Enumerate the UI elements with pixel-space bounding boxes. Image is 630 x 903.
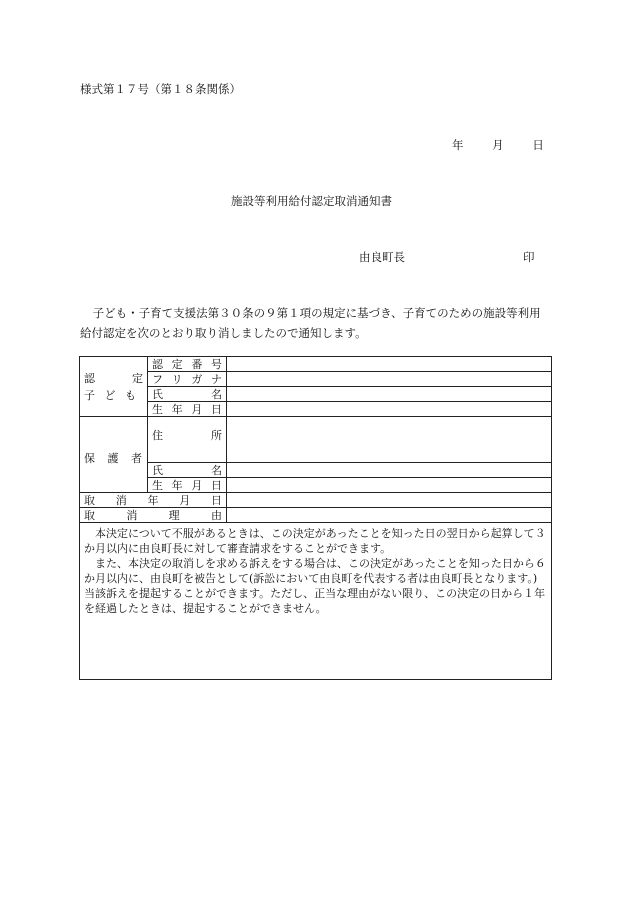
- child-label-cell: [80, 357, 148, 417]
- appeal-paragraph-1: 本決定について不服があるときは、この決定があったことを知った日の翌日から起算して３か月以内に由良町長に対して審査請求をすることができます。: [84, 527, 546, 555]
- guardian-name-value: [227, 463, 552, 478]
- child-birthdate-label: 生 年 月 日: [148, 402, 227, 417]
- child-furigana-label: フ リ ガ ナ: [148, 372, 227, 387]
- guardian-name-label: 氏 名: [148, 463, 227, 478]
- notice-body: [80, 303, 550, 343]
- child-cert-number-label: 認 定 番 号: [148, 357, 227, 372]
- guardian-birthdate-value: [227, 478, 552, 493]
- date-year-label: 年: [452, 138, 464, 152]
- cancel-reason-label: 取 消 理 由: [80, 508, 227, 523]
- child-name-value: [227, 387, 552, 402]
- appeal-paragraph-2: また、本決定の取消しを求める訴えをする場合は、この決定があったことを知った日から６か月以内に、由良町を被告として(訴訟において由良町を代表する者は由良町長となります。)当該訴えを提起することができます。ただし、正当な理由がない限り、この決定の日から１年を経過したときは、提起することができません。: [84, 557, 546, 615]
- table-row: [80, 417, 552, 463]
- child-label-line-2: 子 ど も: [84, 388, 136, 402]
- child-label-line-1: 認 定: [84, 371, 143, 385]
- cancel-date-label: 取 消 年 月 日: [80, 493, 227, 508]
- cancel-reason-value: [227, 508, 552, 523]
- cancel-date-value: [227, 493, 552, 508]
- table-row: [80, 478, 552, 493]
- table-row: [80, 493, 552, 508]
- child-name-label: 氏 名: [148, 387, 227, 402]
- table-row: [80, 372, 552, 387]
- guardian-label-cell: 保 護 者: [80, 417, 148, 493]
- guardian-address-label: 住 所: [148, 417, 227, 463]
- date-month-label: 月: [492, 138, 504, 152]
- notice-body-text: 子ども・子育て支援法第３０条の９第１項の規定に基づき、子育てのための施設等利用給付認定を次のとおり取り消しましたので通知します。: [80, 306, 541, 340]
- document-title: 施設等利用給付認定取消通知書: [231, 194, 392, 208]
- table-row: [80, 387, 552, 402]
- seal-mark: 印: [523, 250, 535, 264]
- table-row: [80, 508, 552, 523]
- table-row: [80, 357, 552, 372]
- date-line: [452, 137, 544, 153]
- guardian-birthdate-label: 生 年 月 日: [148, 478, 227, 493]
- form-number: 様式第１７号（第１８条関係）: [80, 82, 241, 96]
- issuer-name: 由良町長: [359, 250, 405, 264]
- table-row: [80, 463, 552, 478]
- guardian-address-value: [227, 417, 552, 463]
- date-day-label: 日: [532, 138, 544, 152]
- table-row: [80, 402, 552, 417]
- appeal-notice-cell: [80, 523, 552, 680]
- child-cert-number-value: [227, 357, 552, 372]
- child-birthdate-value: [227, 402, 552, 417]
- info-table: [79, 356, 552, 680]
- table-row: [80, 523, 552, 680]
- child-furigana-value: [227, 372, 552, 387]
